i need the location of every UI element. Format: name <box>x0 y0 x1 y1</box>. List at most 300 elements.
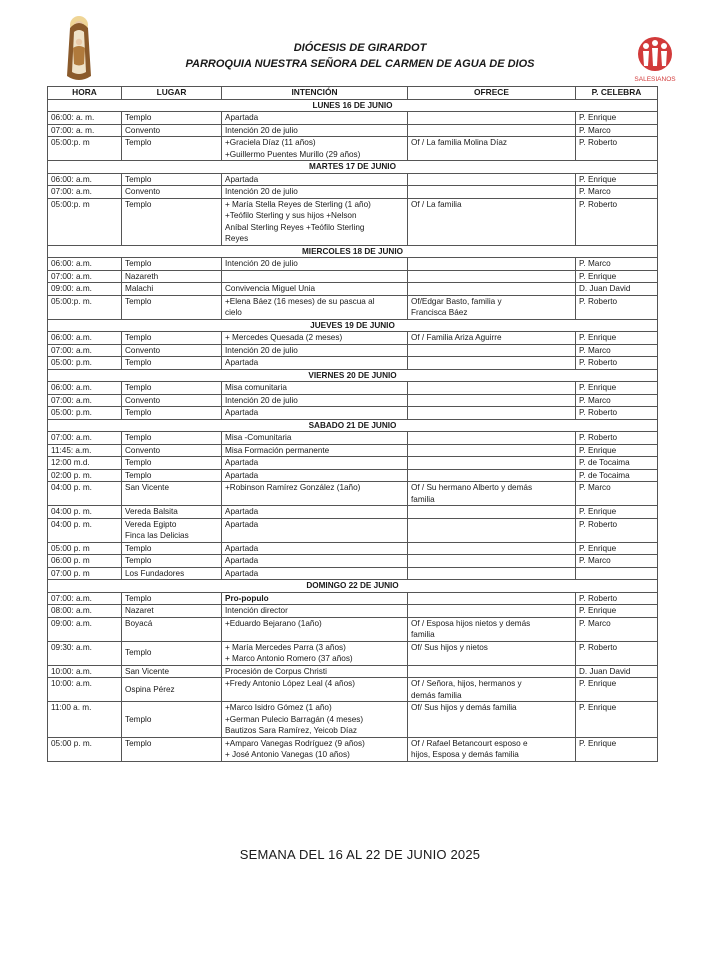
intencion-line: Apartada <box>225 556 259 565</box>
col-header-intencion: INTENCIÓN <box>222 87 408 100</box>
lugar-cell <box>122 407 222 420</box>
celebra-cell: P. Enrique <box>576 382 658 395</box>
lugar-line: Convento <box>125 125 161 135</box>
celebra-cell: P. Enrique <box>576 702 658 738</box>
lugar-line: Finca las Delicias <box>125 531 189 540</box>
lugar-cell <box>122 506 222 519</box>
schedule-body <box>48 99 658 761</box>
diocese-title: DIÓCESIS DE GIRARDOT <box>293 42 427 54</box>
lugar-cell <box>122 332 222 345</box>
lugar-line: Nazareth <box>125 271 159 281</box>
celebra-cell: P. Roberto <box>576 432 658 445</box>
lugar-line: Malachi <box>125 284 154 293</box>
lugar-line: Nazaret <box>125 606 154 615</box>
ofrece-cell <box>408 702 576 738</box>
hora-cell: 05:00 p. m. <box>48 737 122 761</box>
ofrece-cell <box>408 617 576 641</box>
intencion-line: Apartada <box>225 568 259 578</box>
intencion-line: +Marco Isidro Gómez (1 año) <box>225 703 332 712</box>
table-row <box>48 482 658 506</box>
intencion-line: +Robinson Ramírez González (1año) <box>225 483 361 492</box>
intencion-line: Procesión de Corpus Christi <box>225 666 327 676</box>
salesianos-logo-icon <box>624 34 686 90</box>
day-header-row <box>48 161 658 174</box>
intencion-cell <box>222 567 408 580</box>
lugar-line: Templo <box>125 296 152 306</box>
ofrece-cell <box>408 542 576 555</box>
intencion-cell <box>222 518 408 542</box>
intencion-line: Intención 20 de julio <box>225 259 298 268</box>
ofrece-cell <box>408 641 576 665</box>
celebra-cell: P. Roberto <box>576 407 658 420</box>
intencion-cell <box>222 641 408 665</box>
hora-cell: 09:00: a.m. <box>48 617 122 641</box>
intencion-line: Apartada <box>225 358 259 367</box>
ofrece-cell <box>408 186 576 199</box>
table-row <box>48 295 658 319</box>
hora-cell: 02:00 p. m. <box>48 469 122 482</box>
lugar-cell <box>122 186 222 199</box>
lugar-cell <box>122 173 222 186</box>
intencion-cell <box>222 173 408 186</box>
table-row <box>48 382 658 395</box>
hora-cell: 05:00: p.m. <box>48 357 122 370</box>
intencion-cell <box>222 542 408 555</box>
parish-title: PARROQUIA NUESTRA SEÑORA DEL CARMEN DE AGUA DE DIOS <box>185 58 535 70</box>
celebra-cell: P. Marco <box>576 344 658 357</box>
lugar-line: Templo <box>125 174 152 184</box>
ofrece-cell <box>408 394 576 407</box>
day-header-row <box>48 580 658 593</box>
hora-cell: 06:00: a.m. <box>48 258 122 271</box>
intencion-line: Misa Formación permanente <box>225 445 330 455</box>
ofrece-cell <box>408 173 576 186</box>
hora-cell: 07:00: a. m. <box>48 124 122 137</box>
lugar-line: Templo <box>125 199 152 209</box>
ofrece-cell <box>408 469 576 482</box>
celebra-cell: P. Roberto <box>576 295 658 319</box>
table-row <box>48 137 658 161</box>
table-row <box>48 457 658 470</box>
intencion-line: Apartada <box>225 543 259 553</box>
lugar-line: Templo <box>125 408 152 417</box>
ofrece-line: Of / La familia Molina Díaz <box>411 138 508 147</box>
intencion-line: + Mercedes Quesada (2 meses) <box>225 333 343 342</box>
intencion-cell <box>222 678 408 702</box>
table-header-row <box>48 87 658 100</box>
lugar-cell <box>122 555 222 568</box>
table-row <box>48 344 658 357</box>
table-row <box>48 186 658 199</box>
intencion-line: Apartada <box>225 507 259 516</box>
intencion-line: Intención 20 de julio <box>225 125 298 135</box>
lugar-cell <box>122 198 222 245</box>
intencion-cell <box>222 198 408 245</box>
col-header-lugar: LUGAR <box>122 87 222 100</box>
intencion-line: Intención 20 de julio <box>225 345 298 355</box>
intencion-cell <box>222 506 408 519</box>
celebra-cell: P. Enrique <box>576 737 658 761</box>
hora-cell: 08:00: a.m. <box>48 605 122 618</box>
table-row <box>48 617 658 641</box>
schedule-table <box>47 86 658 762</box>
hora-cell: 09:00: a.m. <box>48 283 122 296</box>
hora-cell: 05:00:p. m <box>48 198 122 245</box>
ofrece-line: Of / Esposa hijos nietos y demás <box>411 618 531 628</box>
lugar-cell <box>122 394 222 407</box>
hora-cell: 05:00: p.m. <box>48 407 122 420</box>
celebra-cell: P. Marco <box>576 186 658 199</box>
col-header-ofrece: OFRECE <box>408 87 576 100</box>
lugar-line: Templo <box>125 543 152 553</box>
lugar-cell <box>122 258 222 271</box>
intencion-line: Apartada <box>225 408 259 417</box>
celebra-cell: P. Roberto <box>576 357 658 370</box>
lugar-line: Los Fundadores <box>125 568 185 578</box>
hora-cell: 05:00 p. m <box>48 542 122 555</box>
hora-cell: 07:00: a.m. <box>48 394 122 407</box>
ofrece-cell <box>408 678 576 702</box>
intencion-cell <box>222 295 408 319</box>
hora-cell: 10:00: a.m. <box>48 678 122 702</box>
day-title: LUNES 16 DE JUNIO <box>48 99 658 112</box>
intencion-line: + María Mercedes Parra (3 años) <box>225 642 346 652</box>
lugar-line: Templo <box>125 593 152 603</box>
hora-cell: 07:00: a.m. <box>48 592 122 605</box>
celebra-cell: P. Enrique <box>576 542 658 555</box>
table-row <box>48 112 658 125</box>
intencion-line: cielo <box>225 308 242 317</box>
lugar-cell <box>122 382 222 395</box>
celebra-cell: D. Juan David <box>576 665 658 678</box>
day-header-row <box>48 419 658 432</box>
table-row <box>48 469 658 482</box>
intencion-line: +German Pulecio Barragán (4 meses) <box>225 714 364 724</box>
table-row <box>48 270 658 283</box>
ofrece-cell <box>408 270 576 283</box>
lugar-cell <box>122 295 222 319</box>
ofrece-cell <box>408 283 576 296</box>
lugar-cell <box>122 432 222 445</box>
ofrece-line: hijos, Esposa y demás familia <box>411 750 519 759</box>
celebra-cell: P. de Tocaima <box>576 469 658 482</box>
celebra-cell: P. Marco <box>576 394 658 407</box>
lugar-cell <box>122 283 222 296</box>
lugar-line: Templo <box>125 358 152 367</box>
celebra-cell: P. Enrique <box>576 444 658 457</box>
intencion-cell <box>222 407 408 420</box>
table-row <box>48 592 658 605</box>
intencion-cell <box>222 592 408 605</box>
ofrece-line: Of / Señora, hijos, hermanos y <box>411 679 522 688</box>
ofrece-line: Of / Rafael Betancourt esposo e <box>411 738 528 748</box>
celebra-cell: P. de Tocaima <box>576 457 658 470</box>
ofrece-cell <box>408 112 576 125</box>
intencion-cell <box>222 665 408 678</box>
intencion-line: + Marco Antonio Romero (37 años) <box>225 654 353 663</box>
hora-cell: 09:30: a.m. <box>48 641 122 665</box>
day-title: JUEVES 19 DE JUNIO <box>48 319 658 332</box>
lugar-line: Templo <box>125 433 152 442</box>
lugar-cell <box>122 469 222 482</box>
day-title: SABADO 21 DE JUNIO <box>48 419 658 432</box>
ofrece-cell <box>408 332 576 345</box>
table-row <box>48 332 658 345</box>
ofrece-line: Francisca Báez <box>411 308 468 317</box>
hora-cell: 07:00: a.m. <box>48 186 122 199</box>
lugar-cell <box>122 641 222 665</box>
table-row <box>48 737 658 761</box>
intencion-cell <box>222 186 408 199</box>
hora-cell: 10:00: a.m. <box>48 665 122 678</box>
lugar-cell <box>122 112 222 125</box>
lugar-cell <box>122 482 222 506</box>
lugar-cell <box>122 357 222 370</box>
ofrece-cell <box>408 357 576 370</box>
lugar-line: Vereda Balsita <box>125 507 178 516</box>
lugar-line: Templo <box>125 556 152 565</box>
table-row <box>48 357 658 370</box>
hora-cell: 07:00 p. m <box>48 567 122 580</box>
intencion-cell <box>222 382 408 395</box>
ofrece-line: Of / Su hermano Alberto y demás <box>411 483 533 492</box>
intencion-cell <box>222 444 408 457</box>
lugar-cell <box>122 617 222 641</box>
lugar-line: Vereda Egipto <box>125 519 177 529</box>
intencion-cell <box>222 283 408 296</box>
intencion-line: Intención 20 de julio <box>225 395 298 405</box>
hora-cell: 06:00: a.m. <box>48 173 122 186</box>
table-row <box>48 641 658 665</box>
lugar-cell <box>122 270 222 283</box>
ofrece-cell <box>408 605 576 618</box>
intencion-cell <box>222 617 408 641</box>
hora-cell: 06:00: a.m. <box>48 332 122 345</box>
table-row <box>48 198 658 245</box>
intencion-line: Reyes <box>225 234 249 243</box>
intencion-cell <box>222 432 408 445</box>
lugar-line: Convento <box>125 395 161 405</box>
celebra-cell: P. Enrique <box>576 112 658 125</box>
celebra-cell: P. Enrique <box>576 270 658 283</box>
ofrece-cell <box>408 198 576 245</box>
intencion-cell <box>222 357 408 370</box>
celebra-cell: P. Marco <box>576 258 658 271</box>
day-header-row <box>48 245 658 258</box>
ofrece-cell <box>408 737 576 761</box>
hora-cell: 07:00: a.m. <box>48 432 122 445</box>
intencion-line: Misa comunitaria <box>225 383 287 392</box>
lugar-cell <box>122 518 222 542</box>
intencion-line: Apartada <box>225 458 259 467</box>
table-row <box>48 678 658 702</box>
table-row <box>48 394 658 407</box>
lugar-line: San Vicente <box>125 483 170 492</box>
lugar-line: Ospina Pérez <box>125 684 175 694</box>
day-title: DOMINGO 22 DE JUNIO <box>48 580 658 593</box>
celebra-cell: D. Juan David <box>576 283 658 296</box>
table-row <box>48 555 658 568</box>
ofrece-line: Of / Familia Ariza Aguirre <box>411 333 502 342</box>
lugar-cell <box>122 457 222 470</box>
intencion-cell <box>222 469 408 482</box>
celebra-cell: P. Marco <box>576 617 658 641</box>
intencion-line: +Graciela Díaz (11 años) <box>225 138 316 147</box>
ofrece-cell <box>408 555 576 568</box>
intencion-line: Apartada <box>225 174 259 184</box>
ofrece-cell <box>408 592 576 605</box>
hora-cell: 07:00: a.m. <box>48 344 122 357</box>
celebra-cell: P. Marco <box>576 482 658 506</box>
lugar-cell <box>122 592 222 605</box>
intencion-line: Bautizos Sara Ramírez, Yeicob Díaz <box>225 726 357 735</box>
celebra-cell: P. Enrique <box>576 332 658 345</box>
hora-cell: 11:45: a.m. <box>48 444 122 457</box>
col-header-celebra: P. CELEBRA <box>576 87 658 100</box>
ofrece-cell <box>408 518 576 542</box>
intencion-line: Apartada <box>225 113 259 122</box>
table-row <box>48 258 658 271</box>
lugar-line: Templo <box>125 259 152 268</box>
celebra-cell: P. Roberto <box>576 592 658 605</box>
intencion-line: Misa -Comunitaria <box>225 433 292 442</box>
ofrece-cell <box>408 665 576 678</box>
table-row <box>48 567 658 580</box>
ofrece-cell <box>408 344 576 357</box>
table-row <box>48 506 658 519</box>
intencion-cell <box>222 482 408 506</box>
intencion-cell <box>222 737 408 761</box>
lugar-line: Templo <box>125 333 152 342</box>
lugar-line: Boyacá <box>125 618 153 628</box>
day-header-row <box>48 99 658 112</box>
lugar-cell <box>122 344 222 357</box>
hora-cell: 04:00 p. m. <box>48 482 122 506</box>
lugar-cell <box>122 678 222 702</box>
ofrece-cell <box>408 482 576 506</box>
ofrece-cell <box>408 444 576 457</box>
day-title: MIERCOLES 18 DE JUNIO <box>48 245 658 258</box>
intencion-cell <box>222 702 408 738</box>
lugar-line: Templo <box>125 714 152 724</box>
lugar-cell <box>122 737 222 761</box>
table-row <box>48 665 658 678</box>
lugar-line: Templo <box>125 738 152 748</box>
ofrece-cell <box>408 432 576 445</box>
celebra-cell: P. Roberto <box>576 198 658 245</box>
ofrece-line: Of / La familia <box>411 199 462 209</box>
intencion-line: Convivencia Miguel Unia <box>225 284 316 293</box>
intencion-line: Apartada <box>225 519 259 529</box>
ofrece-cell <box>408 567 576 580</box>
intencion-line: +Eduardo Bejarano (1año) <box>225 618 322 628</box>
day-header-row <box>48 319 658 332</box>
table-row <box>48 407 658 420</box>
celebra-cell: P. Roberto <box>576 641 658 665</box>
ofrece-line: familia <box>411 630 435 639</box>
hora-cell: 05:00:p. m <box>48 137 122 161</box>
lugar-cell <box>122 665 222 678</box>
ofrece-cell <box>408 137 576 161</box>
col-header-hora: HORA <box>48 87 122 100</box>
day-title: MARTES 17 DE JUNIO <box>48 161 658 174</box>
ofrece-cell <box>408 457 576 470</box>
intencion-cell <box>222 605 408 618</box>
lugar-line: Templo <box>125 458 152 467</box>
intencion-line: Aníbal Sterling Reyes +Teófilo Sterling <box>225 222 365 232</box>
intencion-cell <box>222 124 408 137</box>
intencion-line: Pro-populo <box>225 593 269 603</box>
hora-cell: 04:00 p. m. <box>48 506 122 519</box>
celebra-cell <box>576 567 658 580</box>
hora-cell: 06:00: a.m. <box>48 382 122 395</box>
intencion-line: Apartada <box>225 470 259 480</box>
table-row <box>48 283 658 296</box>
intencion-cell <box>222 344 408 357</box>
hora-cell: 12:00 m.d. <box>48 457 122 470</box>
hora-cell: 04:00 p. m. <box>48 518 122 542</box>
intencion-line: + María Stella Reyes de Sterling (1 año) <box>225 199 371 209</box>
ofrece-cell <box>408 407 576 420</box>
hora-cell: 06:00 p. m <box>48 555 122 568</box>
intencion-cell <box>222 555 408 568</box>
lugar-cell <box>122 542 222 555</box>
celebra-cell: P. Enrique <box>576 173 658 186</box>
hora-cell: 06:00: a. m. <box>48 112 122 125</box>
lugar-line: Convento <box>125 345 161 355</box>
intencion-cell <box>222 332 408 345</box>
lugar-line: Templo <box>125 470 152 480</box>
lugar-cell <box>122 605 222 618</box>
table-row <box>48 173 658 186</box>
table-row <box>48 432 658 445</box>
celebra-cell: P. Enrique <box>576 605 658 618</box>
week-footer: SEMANA DEL 16 AL 22 DE JUNIO 2025 <box>239 847 481 862</box>
table-row <box>48 542 658 555</box>
lugar-cell <box>122 444 222 457</box>
intencion-line: +Guillermo Puentes Murillo (29 años) <box>225 149 361 159</box>
table-row <box>48 124 658 137</box>
intencion-line: +Teófilo Sterling y sus hijos +Nelson <box>225 211 357 220</box>
hora-cell: 05:00:p. m. <box>48 295 122 319</box>
intencion-line: +Elena Báez (16 meses) de su pascua al <box>225 296 375 306</box>
table-row <box>48 518 658 542</box>
table-row <box>48 702 658 738</box>
table-row <box>48 444 658 457</box>
lugar-cell <box>122 137 222 161</box>
celebra-cell: P. Enrique <box>576 506 658 519</box>
celebra-cell: P. Enrique <box>576 678 658 702</box>
lugar-cell <box>122 124 222 137</box>
intencion-cell <box>222 270 408 283</box>
lugar-line: Templo <box>125 113 152 122</box>
salesianos-logo-text: SALESIANOS <box>634 76 676 83</box>
ofrece-cell <box>408 124 576 137</box>
lugar-line: Convento <box>125 187 161 196</box>
lugar-cell <box>122 567 222 580</box>
intencion-cell <box>222 258 408 271</box>
celebra-cell: P. Roberto <box>576 518 658 542</box>
intencion-line: Intención director <box>225 606 288 615</box>
intencion-line: +Fredy Antonio López Leal (4 años) <box>225 679 355 688</box>
celebra-cell: P. Roberto <box>576 137 658 161</box>
lugar-line: Templo <box>125 648 152 658</box>
intencion-line: +Amparo Vanegas Rodríguez (9 años) <box>225 738 365 748</box>
celebra-cell: P. Marco <box>576 124 658 137</box>
ofrece-cell <box>408 295 576 319</box>
ofrece-cell <box>408 258 576 271</box>
intencion-cell <box>222 457 408 470</box>
